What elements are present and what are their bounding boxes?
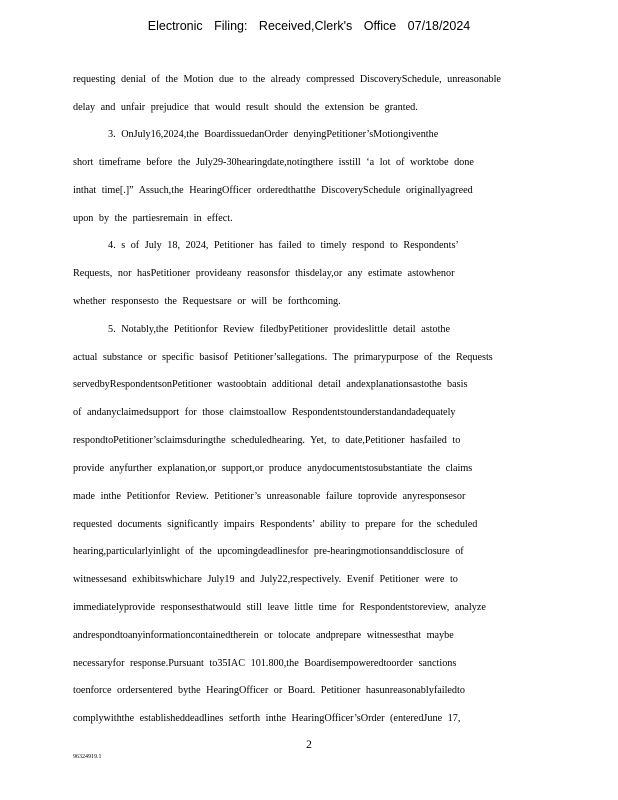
body-line: toenforce ordersentered bythe HearingOfficer or Board. Petitioner hasunreasonablyfailedto — [73, 685, 465, 696]
body-line: short timeframe before the July29-30hearingdate,notingthere isstill ‘a lot of worktobe done — [73, 157, 474, 168]
body-line: 4. s of July 18, 2024, Petitioner has failed to timely respond to Respondents’ — [108, 240, 459, 251]
document-id: 96324919.1 — [73, 754, 102, 760]
body-line: witnessesand exhibitswhichare July19 and July22,respectively. Evenif Petitioner were to — [73, 574, 458, 585]
page-number: 2 — [306, 739, 312, 751]
body-line: Requests, nor hasPetitioner provideany reasonsfor thisdelay,or any estimate astowhenor — [73, 268, 455, 279]
body-line: upon by the partiesremain in effect. — [73, 213, 233, 224]
body-line: 5. Notably,the Petitionfor Review filedbyPetitioner provideslittle detail astothe — [108, 324, 451, 335]
body-line: servedbyRespondentsonPetitioner wastoobtain additional detail andexplanationsastothe basis — [73, 379, 468, 390]
body-line: necessaryfor response.Pursuant to35IAC 101.800,the Boardisempoweredtoorder sanctions — [73, 658, 457, 669]
filing-header: Electronic Filing: Received,Clerk's Office 07/18/2024 — [147, 19, 471, 33]
body-line: andrespondtoanyinformationcontainedtherein or tolocate andprepare witnessesthat maybe — [73, 630, 454, 641]
body-line: immediatelyprovide responsesthatwould still leave little time for Respondentstoreview, analyze — [73, 602, 486, 613]
body-line: made inthe Petitionfor Review. Petitioner’s unreasonable failure toprovide anyresponsesor — [73, 491, 466, 502]
body-line: inthat time[.]” Assuch,the HearingOfficer orderedthatthe DiscoverySchedule originallyagreed — [73, 185, 473, 196]
body-line: requesting denial of the Motion due to the already compressed DiscoverySchedule, unreasonable — [73, 74, 501, 85]
body-line: provide anyfurther explanation,or support,or produce anydocumentstosubstantiate the claims — [73, 463, 473, 474]
body-line: of andanyclaimedsupport for those claimstoallow Respondentstounderstandandadequately — [73, 407, 456, 418]
body-line: hearing,particularlyinlight of the upcomingdeadlinesfor pre-hearingmotionsanddisclosure of — [73, 546, 464, 557]
body-line: 3. OnJuly16,2024,the BoardissuedanOrder denyingPetitioner’sMotiongiventhe — [108, 129, 439, 140]
body-line: respondtoPetitioner’sclaimsduringthe scheduledhearing. Yet, to date,Petitioner hasfailed to — [73, 435, 461, 446]
body-line: requested documents significantly impairs Respondents’ ability to prepare for the scheduled — [73, 519, 478, 530]
body-line: whether responsesto the Requestsare or will be forthcoming. — [73, 296, 341, 307]
body-line: delay and unfair prejudice that would result should the extension be granted. — [73, 102, 418, 113]
body-line: complywiththe establisheddeadlines setforth inthe HearingOfficer’sOrder (enteredJune 17, — [73, 713, 461, 724]
body-line: actual substance or specific basisof Petitioner’sallegations. The primarypurpose of the Requests — [73, 352, 493, 363]
